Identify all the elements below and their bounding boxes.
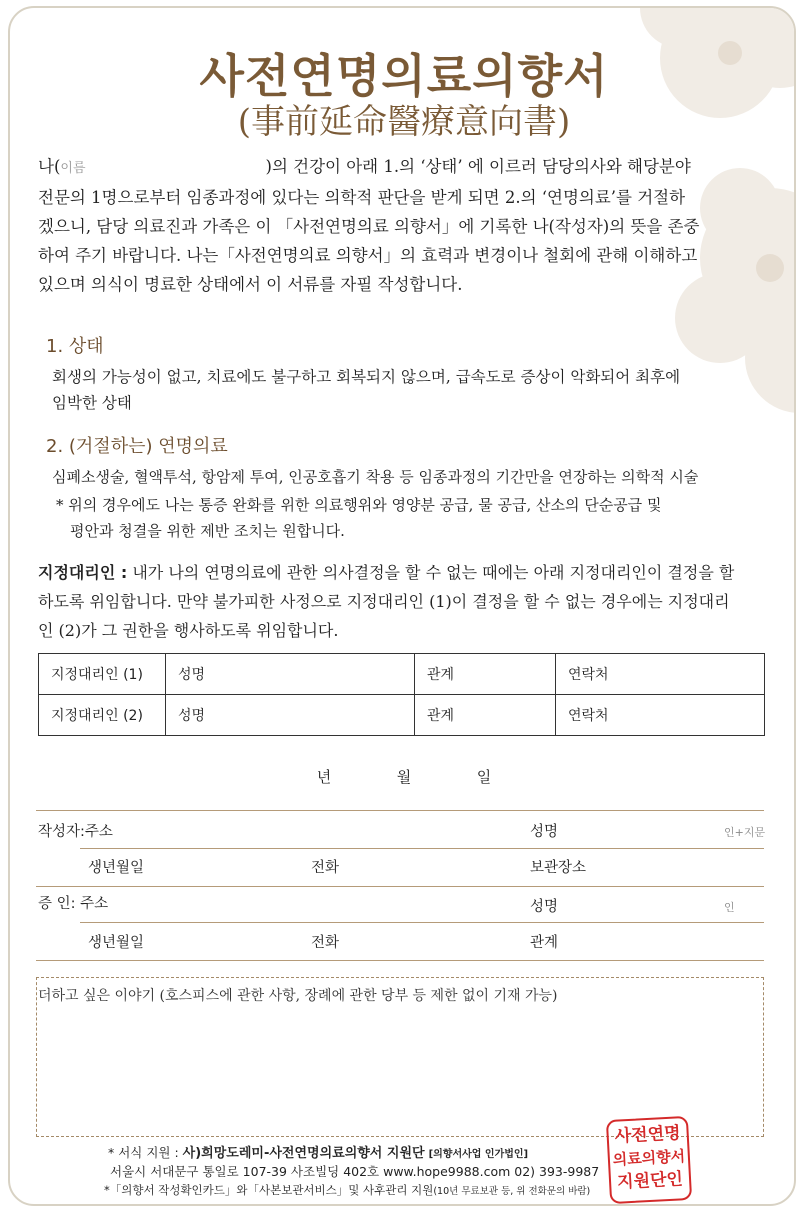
- seal-stamp: 사전연명 의료의향서 지원단인: [606, 1116, 692, 1204]
- agent-paragraph: 지정대리인 : 내가 나의 연명의료에 관한 의사결정을 할 수 없는 때에는 아래 지정대리인이 결정을 할 하도록 위임합니다. 만약 불가피한 사정으로 지정대리인 (1)이 결정을 할 수 없는 경우에는 지정대리 인 (2)가 그 권한을 행사하도록 위임합니다.: [38, 563, 735, 640]
- witness-seal-label: 인: [724, 901, 735, 914]
- notes-label: 더하고 싶은 이야기 (호스피스에 관한 사항, 장례에 관한 당부 등 제한 없이 기재 가능): [38, 988, 558, 1004]
- intro-line: 하여 주기 바랍니다. 나는「사전연명의료 의향서」의 효력과 변경이나 철회에 관해 이해하고: [38, 246, 698, 265]
- divider: [36, 810, 764, 811]
- agent-relation-cell[interactable]: 관계: [415, 654, 556, 695]
- page-title: 사전연명의료의향서: [199, 49, 609, 103]
- agent-contact-cell[interactable]: 연락처: [556, 654, 765, 695]
- writer-birth-label[interactable]: 생년월일: [88, 860, 145, 876]
- table-row: [39, 654, 765, 695]
- intro-line: 있으며 의식이 명료한 상태에서 이 서류를 자필 작성합니다.: [38, 275, 463, 294]
- section2-heading: 2. (거절하는) 연명의료: [46, 436, 228, 457]
- writer-phone-label[interactable]: 전화: [311, 860, 340, 876]
- section2-note: * 위의 경우에도 나는 통증 완화를 위한 의료행위와 영양분 공급, 물 공급, 산소의 단순공급 및: [56, 496, 662, 514]
- footer-org: 사)희망도레미-사전연명의료의향서 지원단: [182, 1146, 425, 1161]
- divider: [36, 886, 764, 887]
- writer-name-label[interactable]: 성명: [530, 824, 559, 840]
- writer-storage-label[interactable]: 보관장소: [530, 860, 587, 876]
- footer-services-note: (10년 무료보관 등, 위 전화문의 바람): [433, 1186, 591, 1197]
- witness-address-label[interactable]: 증 인: 주소: [38, 896, 109, 912]
- intro-line: 전문의 1명으로부터 임종과정에 있다는 의학적 판단을 받게 되면 2.의 ‘연명의료’를 거절하: [38, 188, 686, 207]
- section2-line: 심폐소생술, 혈액투석, 항암제 투여, 인공호흡기 착용 등 임종과정의 기간만을 연장하는 의학적 시술: [52, 468, 699, 486]
- footer-org-note: [의향서사업 인가법인]: [428, 1149, 529, 1160]
- section1-heading: 1. 상태: [46, 336, 104, 357]
- agent-label-cell: 지정대리인 (1): [39, 654, 166, 695]
- page-subtitle: (事前延命醫療意向書): [237, 102, 571, 142]
- footer-support: * 서식 지원 : 사)희망도레미-사전연명의료의향서 지원단 [의향서사업 인가법인]: [108, 1145, 529, 1161]
- witness-name-label[interactable]: 성명: [530, 899, 559, 915]
- writer-address-label[interactable]: 작성자:주소: [38, 824, 113, 840]
- date-line[interactable]: [0, 766, 808, 787]
- date-day: 일: [476, 768, 492, 786]
- section2-note: 평안과 청결을 위한 제반 조치는 원합니다.: [70, 522, 345, 540]
- intro-line: 나(이름 )의 건강이 아래 1.의 ‘상태’ 에 이르러 담당의사와 해당분야: [38, 157, 691, 176]
- agent-label: 지정대리인 :: [38, 563, 128, 582]
- agent-label-cell: 지정대리인 (2): [39, 695, 166, 736]
- agents-table: [38, 653, 765, 736]
- table-row: [39, 695, 765, 736]
- agent-relation-cell[interactable]: 관계: [415, 695, 556, 736]
- intro-line: 겠으니, 담당 의료진과 가족은 이 「사전연명의료 의향서」에 기록한 나(작성자)의 뜻을 존중: [38, 217, 700, 236]
- footer-address: 서울시 서대문구 통일로 107-39 사조빌딩 402호 www.hope9988.com 02) 393-9987: [110, 1164, 600, 1179]
- agent-contact-cell[interactable]: 연락처: [556, 695, 765, 736]
- divider: [80, 922, 764, 923]
- date-year: 년: [316, 768, 332, 786]
- date-month: 월: [396, 768, 412, 786]
- witness-phone-label[interactable]: 전화: [311, 935, 340, 951]
- section1-line: 회생의 가능성이 없고, 치료에도 불구하고 회복되지 않으며, 급속도로 증상이 악화되어 최후에: [52, 368, 681, 386]
- divider: [36, 960, 764, 961]
- divider: [80, 848, 764, 849]
- writer-seal-label: 인+지문: [724, 826, 766, 839]
- witness-birth-label[interactable]: 생년월일: [88, 935, 145, 951]
- intro-paragraph: [38, 152, 768, 299]
- section1-line: 임박한 상태: [52, 394, 132, 412]
- agent-name-cell[interactable]: 성명: [166, 654, 415, 695]
- witness-relation-label[interactable]: 관계: [530, 935, 559, 951]
- name-label: 이름: [60, 161, 86, 176]
- footer-services: *「의향서 작성확인카드」와「사본보관서비스」및 사후관리 지원(10년 무료보관 등, 위 전화문의 바람): [104, 1183, 591, 1197]
- agent-name-cell[interactable]: 성명: [166, 695, 415, 736]
